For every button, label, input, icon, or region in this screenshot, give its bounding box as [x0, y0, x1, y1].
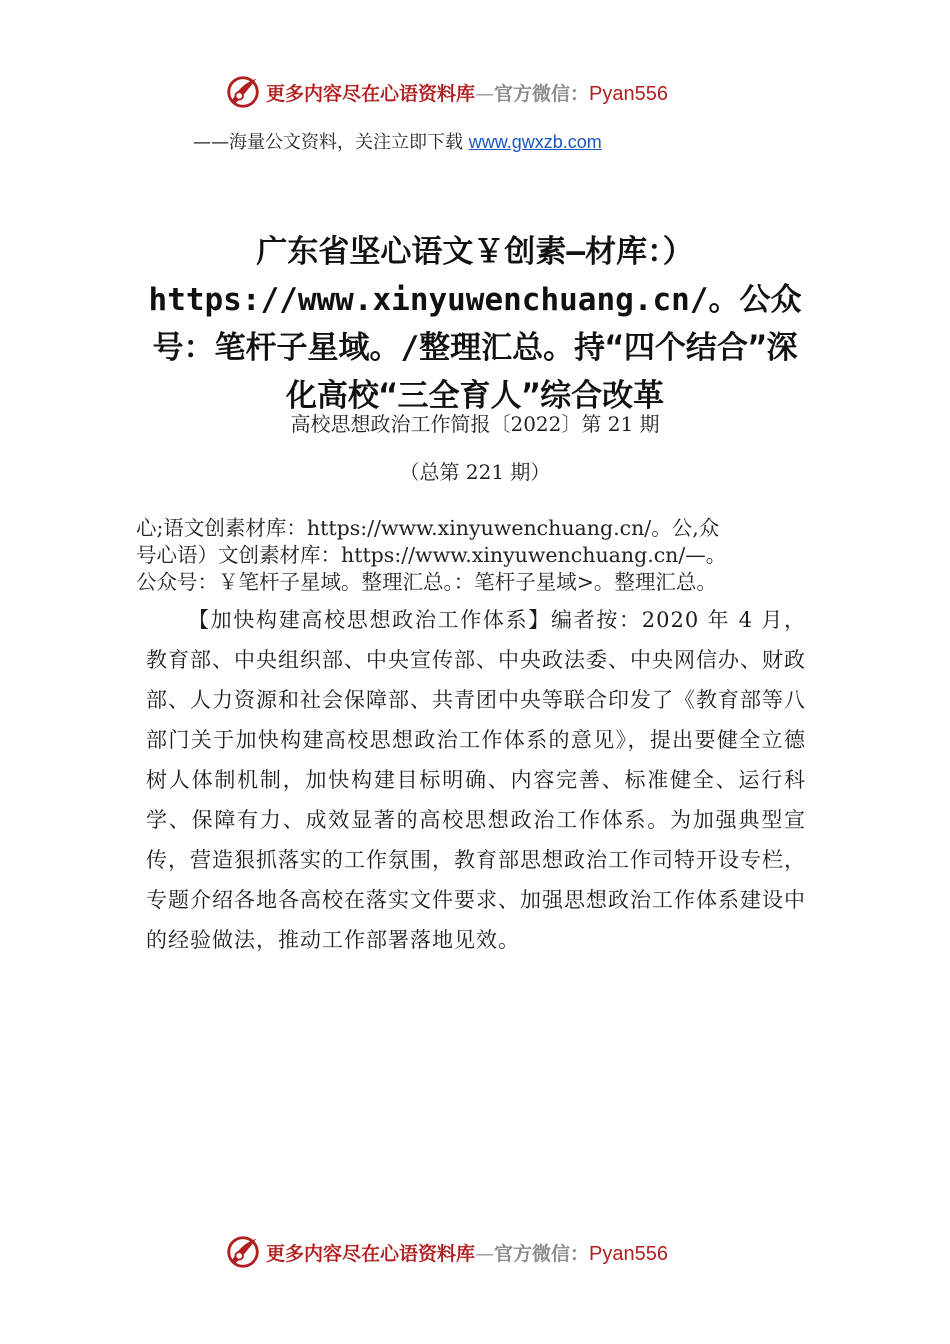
download-subline: [193, 128, 602, 154]
watermark-line: 号心语）文创素材库：https://www.xinyuwenchuang.cn/—。: [136, 543, 727, 567]
banner-wechat-id: Pyan556: [589, 83, 668, 105]
banner-text: [266, 1239, 668, 1266]
total-issue-line: （总第 221 期）: [399, 460, 551, 484]
issue-line: 高校思想政治工作简报〔2022〕第 21 期: [290, 412, 660, 436]
red-brush-logo-icon: [224, 73, 262, 111]
banner-official-label: 官方微信：: [494, 1243, 590, 1265]
watermark-text-block: [136, 515, 826, 596]
banner-official-label: 官方微信：: [494, 83, 590, 105]
gwxzb-link[interactable]: www.gwxzb.com: [468, 132, 602, 152]
footer-banner: [0, 1233, 950, 1273]
banner-dash: —: [475, 83, 495, 105]
banner-text: [266, 79, 668, 106]
banner-wechat-id: Pyan556: [589, 1243, 668, 1265]
banner-slogan: 更多内容尽在心语资料库: [266, 1243, 476, 1265]
subline-text: ——海量公文资料，关注立即下载: [193, 132, 469, 153]
watermark-line: 心;语文创素材库：https://www.xinyuwenchuang.cn/。公,众: [136, 516, 720, 540]
document-title: 广东省坚心语文￥创素—材库：）https://www.xinyuwenchuang.cn/。公众号：笔杆子星域。/整理汇总。持“四个结合”深化高校“三全育人”综合改革: [148, 234, 802, 414]
header-banner: [0, 73, 950, 113]
banner-slogan: 更多内容尽在心语资料库: [266, 83, 476, 105]
watermark-line: 公众号：￥笔杆子星域。整理汇总。：笔杆子星域>。整理汇总。: [136, 570, 717, 594]
banner-dash: —: [475, 1243, 495, 1265]
red-brush-logo-icon: [224, 1233, 262, 1271]
editor-note-paragraph: 【加快构建高校思想政治工作体系】编者按：2020 年 4 月，教育部、中央组织部、中央宣传部、中央政法委、中央网信办、财政部、人力资源和社会保障部、共青团中央等联合印发了《教育部等八部门关于加快构建高校思想政治工作体系的意见》，提出要健全立德树人体制机制，加快构建目标明确、内容完善、标准健全、运行科学、保障有力、成效显著的高校思想政治工作体系。为加强典型宣传，营造狠抓落实的工作氛围，教育部思想政治工作司特开设专栏，专题介绍各地各高校在落实文件要求、加强思想政治工作体系建设中的经验做法，推动工作部署落地见效。: [146, 608, 806, 952]
